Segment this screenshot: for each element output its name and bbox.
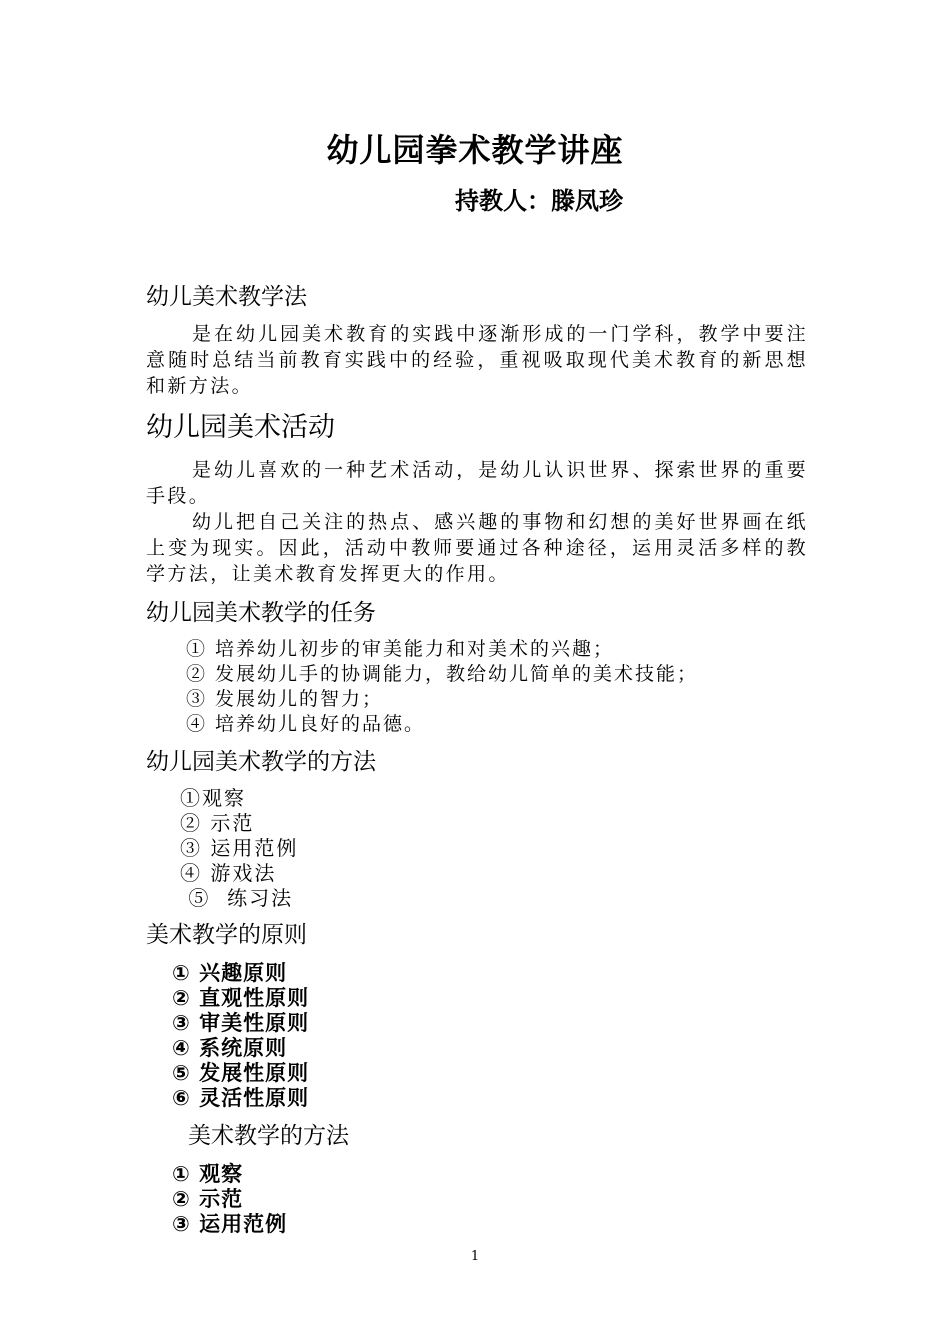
section-teaching-principles [146, 919, 808, 1111]
section-heading: 幼儿园美术教学的方法 [146, 749, 376, 775]
section-teaching-method [146, 281, 808, 399]
list-item: ② 示范 [172, 1187, 244, 1211]
principle-list [146, 961, 808, 1111]
section-art-activity [146, 409, 808, 587]
section-heading: 美术教学的原则 [146, 922, 307, 948]
list-item: ③ 发展幼儿的智力； [186, 688, 384, 710]
list-item: ④ 系统原则 [172, 1036, 288, 1060]
list-item: ①观察 [180, 786, 246, 810]
method-list [146, 1162, 808, 1237]
page-number: 1 [470, 1249, 480, 1264]
section-teaching-tasks [146, 597, 808, 737]
list-item: ③ 审美性原则 [172, 1011, 310, 1035]
list-item: ③ 运用范例 [180, 836, 299, 860]
presenter-line: 持教人：滕凤珍 [455, 187, 623, 215]
list-item: ⑥ 灵活性原则 [172, 1086, 310, 1110]
section-heading: 幼儿园美术教学的任务 [146, 600, 376, 626]
list-item: ③ 运用范例 [172, 1212, 288, 1236]
list-item: ② 直观性原则 [172, 986, 310, 1010]
list-item: ④ 游戏法 [180, 861, 277, 885]
section-teaching-methods [146, 746, 808, 911]
section-heading: 幼儿园美术活动 [146, 412, 335, 443]
paragraph: 是在幼儿园美术教育的实践中逐渐形成的一门学科，教学中要注意随时总结当前教育实践中的经验，重视吸取现代美术教育的新思想和新方法。 [146, 323, 808, 397]
section-art-methods [146, 1120, 808, 1237]
paragraph: 幼儿把自己关注的热点、感兴趣的事物和幻想的美好世界画在纸上变为现实。因此，活动中教师要通过各种途径，运用灵活多样的教学方法，让美术教育发挥更大的作用。 [146, 511, 808, 585]
task-list [146, 637, 808, 737]
section-heading: 美术教学的方法 [188, 1123, 349, 1149]
list-item: ① 观察 [172, 1162, 244, 1186]
method-list [146, 786, 808, 911]
document-body [146, 281, 808, 1237]
list-item: ⑤ 发展性原则 [172, 1061, 310, 1085]
list-item: ⑤ 练习法 [180, 886, 294, 910]
paragraph: 是幼儿喜欢的一种艺术活动，是幼儿认识世界、探索世界的重要手段。 [146, 459, 808, 507]
document-title: 幼儿园拳术教学讲座 [326, 131, 624, 169]
list-item: ④ 培养幼儿良好的品德。 [186, 713, 426, 735]
list-item: ① 培养幼儿初步的审美能力和对美术的兴趣； [186, 638, 615, 660]
list-item: ① 兴趣原则 [172, 961, 288, 985]
list-item: ② 发展幼儿手的协调能力，教给幼儿简单的美术技能； [186, 663, 699, 685]
section-heading: 幼儿美术教学法 [146, 284, 307, 310]
list-item: ② 示范 [180, 811, 255, 835]
